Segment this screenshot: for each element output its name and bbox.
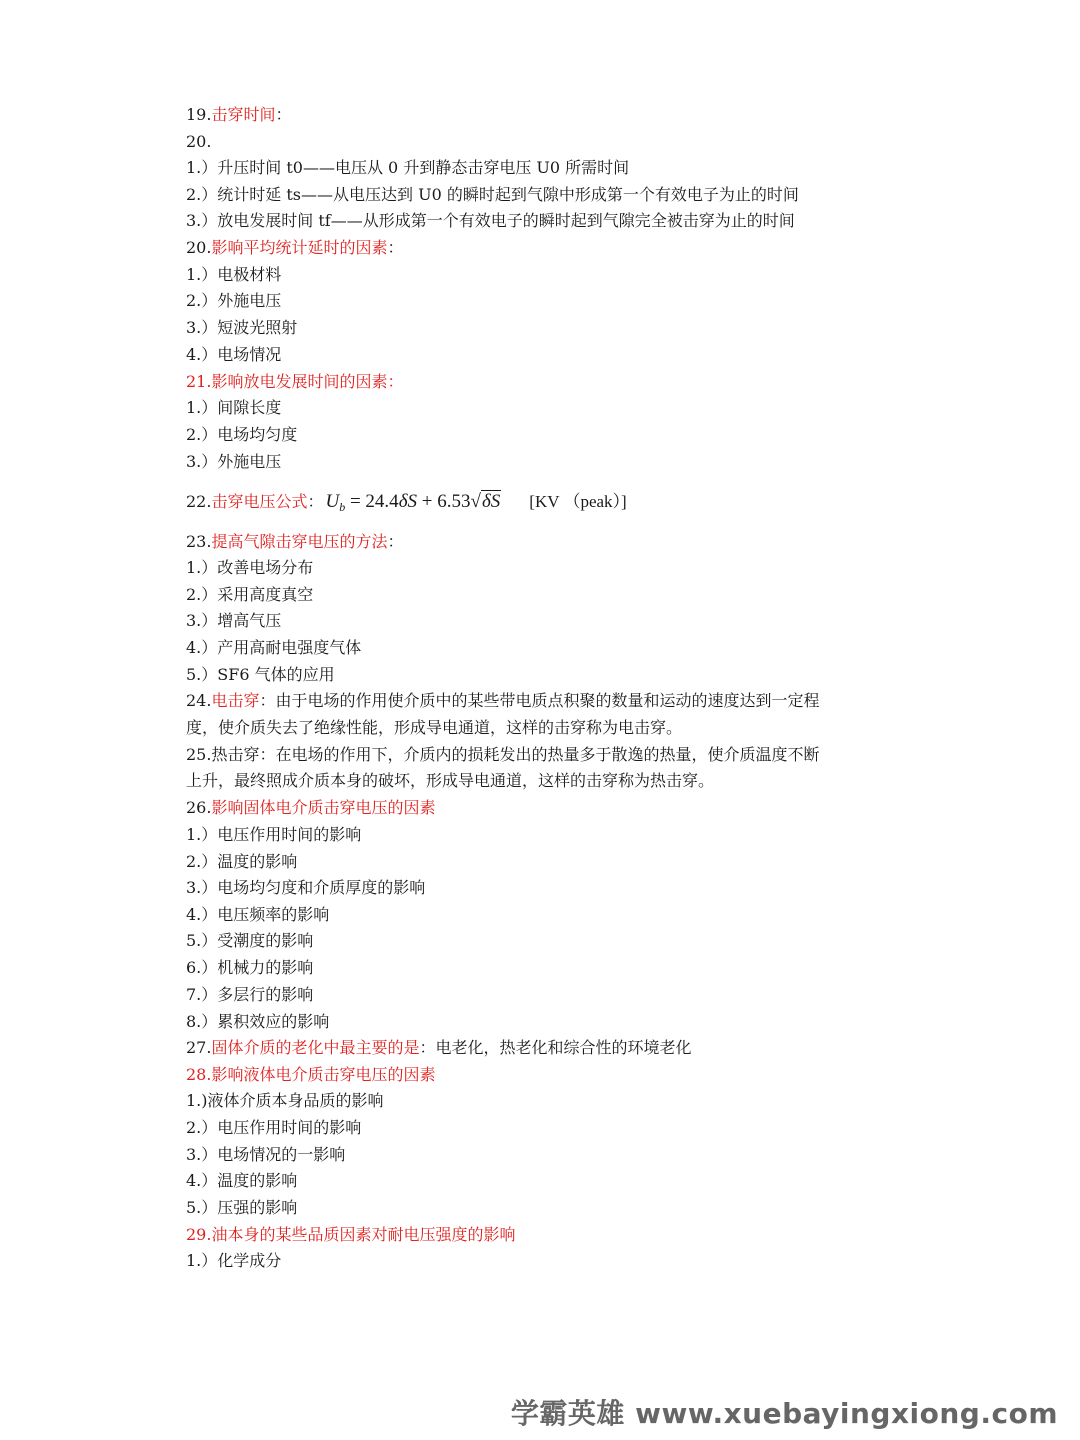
- heading-19-label: 击穿时间: [211, 105, 276, 124]
- list-item: 2.）统计时延 ts——从电压达到 U0 的瞬时起到气隙中形成第一个有效电子为止的时间: [186, 185, 799, 204]
- heading-23: 23.提高气隙击穿电压的方法：: [186, 532, 404, 551]
- list-item: 3.）外施电压: [186, 452, 282, 471]
- heading-26-label: 影响固体电介质击穿电压的因素: [211, 798, 436, 817]
- list-item: 1.）化学成分: [186, 1251, 282, 1270]
- heading-20: 20.影响平均统计延时的因素：: [186, 238, 404, 257]
- heading-21: 21.影响放电发展时间的因素：: [186, 372, 404, 391]
- heading-28: 28.影响液体电介质击穿电压的因素: [186, 1065, 436, 1084]
- list-item: 1.）电极材料: [186, 265, 282, 284]
- line-20: 20.: [186, 132, 212, 151]
- list-item: 2.）温度的影响: [186, 852, 298, 871]
- list-item: 4.）电压频率的影响: [186, 905, 330, 924]
- list-item: 5.）SF6 气体的应用: [186, 665, 335, 684]
- heading-29: 29.油本身的某些品质因素对耐电压强度的影响: [186, 1225, 516, 1244]
- breakdown-voltage-formula: $U_b = 24.4\delta S + 6.53√\delta S$: [325, 491, 501, 514]
- list-item: 2.）采用高度真空: [186, 585, 314, 604]
- list-item: 3.）电场均匀度和介质厚度的影响: [186, 878, 426, 897]
- list-item: 2.）电场均匀度: [186, 425, 298, 444]
- list-item: 3.）短波光照射: [186, 318, 298, 337]
- list-item: 3.）电场情况的一影响: [186, 1145, 346, 1164]
- list-item: 3.）增高气压: [186, 611, 282, 630]
- heading-22-label: 击穿电压公式: [211, 492, 308, 511]
- sqrt-sign: √: [470, 491, 481, 512]
- heading-23-label: 提高气隙击穿电压的方法: [211, 532, 388, 551]
- heading-26: 26.影响固体电介质击穿电压的因素: [186, 798, 436, 817]
- list-item: 6.）机械力的影响: [186, 958, 314, 977]
- list-item: 1.)液体介质本身品质的影响: [186, 1091, 384, 1110]
- list-item: 5.）压强的影响: [186, 1198, 298, 1217]
- paragraph-24: 24.电击穿：由于电场的作用使介质中的某些带电质点积聚的数量和运动的速度达到一定程: [186, 691, 820, 710]
- heading-27: 27.固体介质的老化中最主要的是：电老化，热老化和综合性的环境老化: [186, 1038, 692, 1057]
- paragraph-line: 度，使介质失去了绝缘性能，形成导电通道，这样的击穿称为电击穿。: [186, 718, 683, 737]
- list-item: 8.）累积效应的影响: [186, 1012, 330, 1031]
- heading-20-label: 影响平均统计延时的因素: [211, 238, 388, 257]
- formula-line-22: 22.击穿电压公式： $U_b = 24.4\delta S + 6.53√\delta S$ [KV （peak）]: [186, 491, 627, 514]
- heading-27-label: 固体介质的老化中最主要的是: [211, 1038, 420, 1057]
- list-item: 2.）电压作用时间的影响: [186, 1118, 362, 1137]
- list-item: 1.）电压作用时间的影响: [186, 825, 362, 844]
- paragraph-line: 上升，最终照成介质本身的破坏，形成导电通道，这样的击穿称为热击穿。: [186, 771, 715, 790]
- list-item: 2.）外施电压: [186, 291, 282, 310]
- list-item: 4.）产用高耐电强度气体: [186, 638, 362, 657]
- list-item: 5.）受潮度的影响: [186, 931, 314, 950]
- heading-24-label: 电击穿: [211, 691, 260, 710]
- list-item: 1.）改善电场分布: [186, 558, 314, 577]
- paragraph-25: 25.热击穿：在电场的作用下，介质内的损耗发出的热量多于散逸的热量，使介质温度不断: [186, 745, 820, 764]
- list-item: 3.）放电发展时间 tf——从形成第一个有效电子的瞬时起到气隙完全被击穿为止的时间: [186, 211, 795, 230]
- list-item: 4.）电场情况: [186, 345, 282, 364]
- list-item: 1.）间隙长度: [186, 398, 282, 417]
- site-watermark: 学霸英雄 www.xuebayingxiong.com: [510, 1397, 1058, 1430]
- list-item: 4.）温度的影响: [186, 1171, 298, 1190]
- formula-unit: [KV （peak）]: [529, 492, 627, 511]
- heading-19: 19.击穿时间：: [186, 105, 292, 124]
- list-item: 7.）多层行的影响: [186, 985, 314, 1004]
- list-item: 1.）升压时间 t0——电压从 0 升到静态击穿电压 U0 所需时间: [186, 158, 630, 177]
